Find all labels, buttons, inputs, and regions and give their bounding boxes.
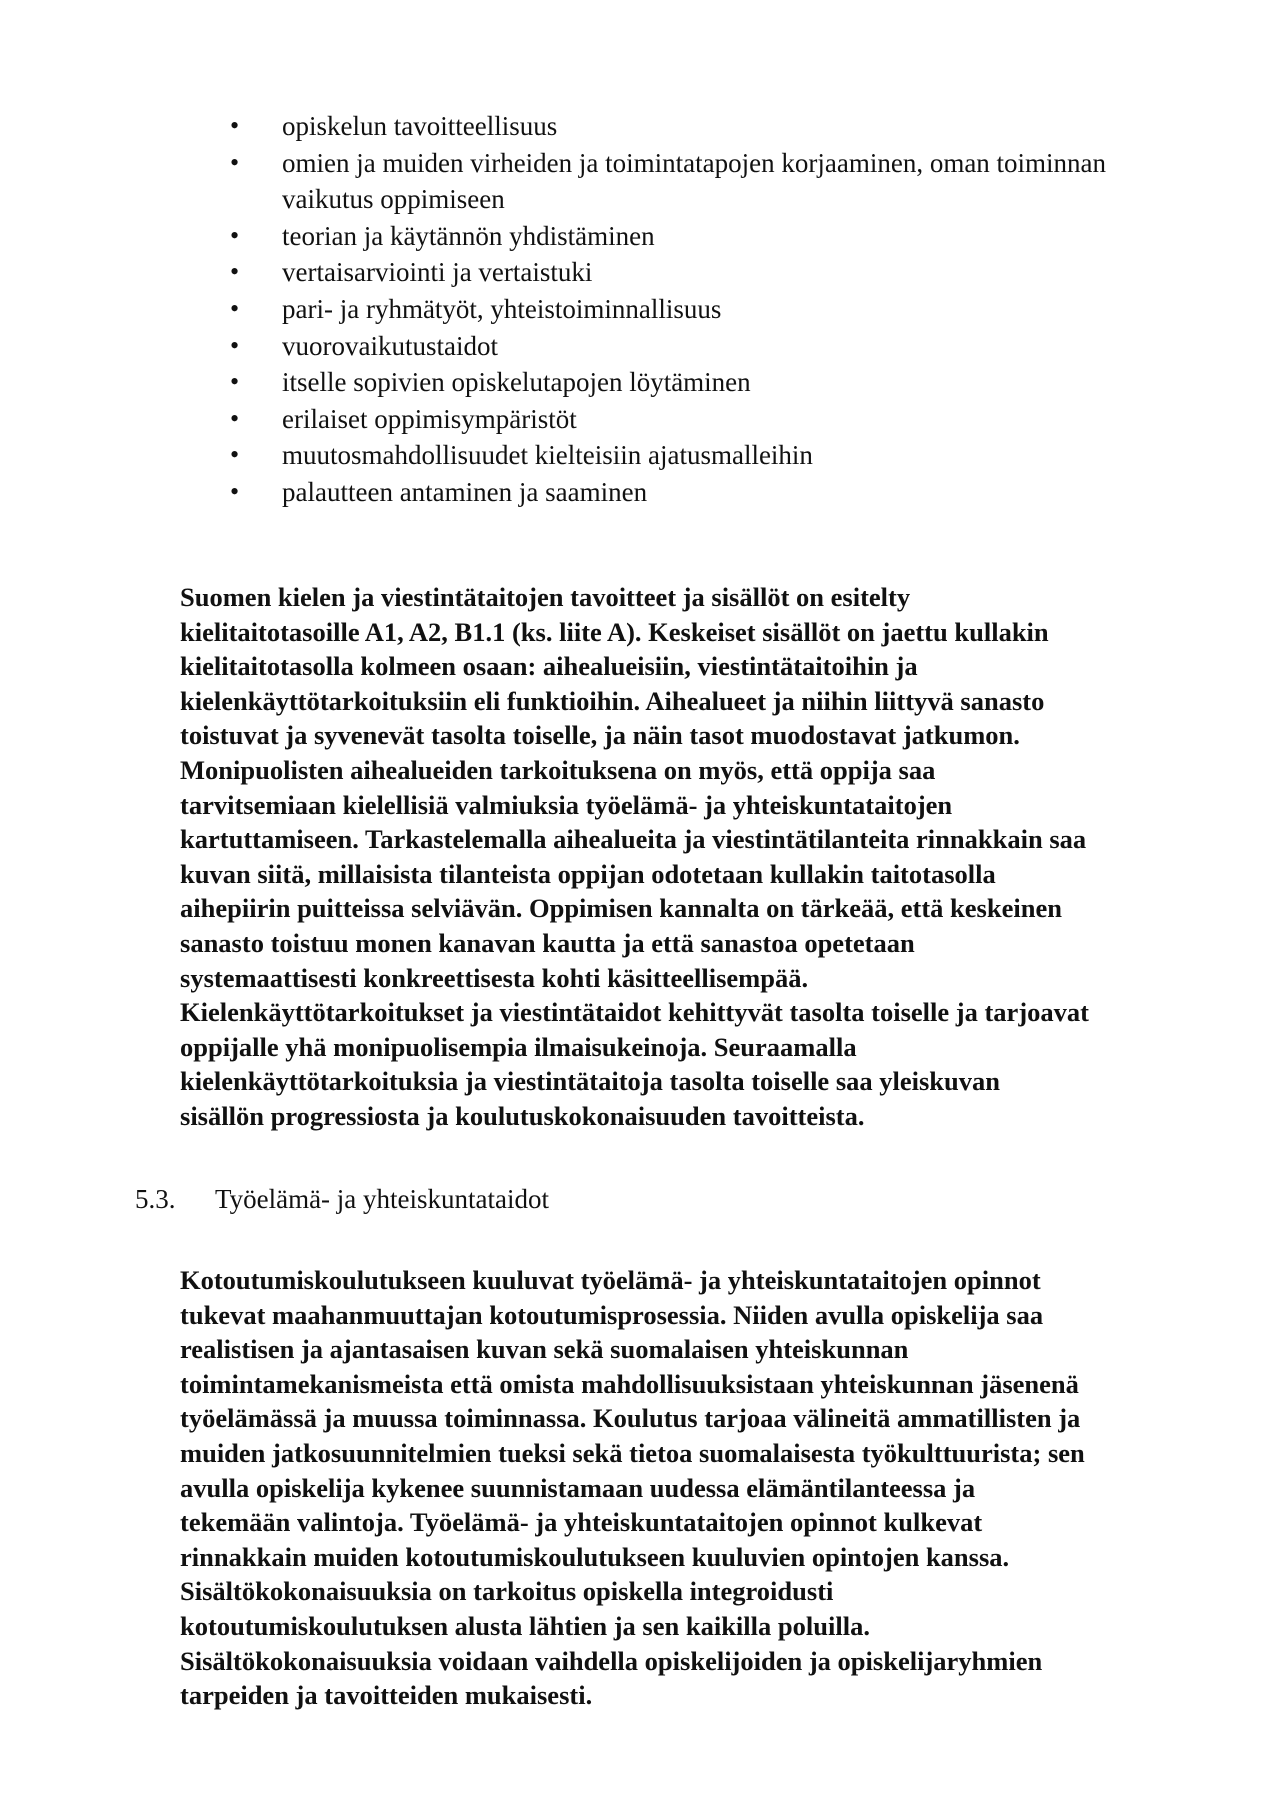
- paragraph-working-life-skills: Kotoutumiskoulutukseen kuuluvat työelämä- ja yhteiskuntataitojen opinnot tukevat maahanmuuttajan kotoutumisprosessia. Niiden avulla opiskelija saa realistisen ja ajantasaisen kuvan sekä suomalaisen yhteiskunnan toimintamekanismeista että omista mahdollisuuksistaan yhteiskunnan jäsenenä työelämässä ja muussa toiminnassa. Koulutus tarjoaa välineitä ammatillisten ja muiden jatkosuunnitelmien tueksi sekä tietoa suomalaisesta työkulttuurista; sen avulla opiskelija kykenee suunnistamaan uudessa elämäntilanteessa ja tekemään valintoja. Työelämä- ja yhteiskuntataitojen opinnot kulkevat rinnakkain muiden kotoutumiskoulutukseen kuuluvien opintojen kanssa. Sisältökokonaisuuksia on tarkoitus opiskella integroidusti kotoutumiskoulutuksen alusta lähtien ja sen kaikilla poluilla. Sisältökokonaisuuksia voidaan vaihdella opiskelijoiden ja opiskelijaryhmien tarpeiden ja tavoitteiden mukaisesti.: [180, 1265, 1085, 1711]
- bullet-list: [230, 108, 1230, 511]
- list-item-text: teorian ja käytännön yhdistäminen: [282, 220, 655, 251]
- list-item: [230, 437, 1230, 474]
- section-number: 5.3.: [135, 1184, 176, 1214]
- paragraph-language-skills: Suomen kielen ja viestintätaitojen tavoitteet ja sisällöt on esitelty kielitaitotasoille A1, A2, B1.1 (ks. liite A). Keskeiset sisällöt on jaettu kullakin kielitaitotasolla kolmeen osaan: aihealueisiin, viestintätaitoihin ja kielenkäyttötarkoituksiin eli funktioihin. Aihealueet ja niihin liittyvä sanasto toistuvat ja syvenevät tasolta toiselle, ja näin tasot muodostavat jatkumon. Monipuolisten aihealueiden tarkoituksena on myös, että oppija saa tarvitsemiaan kielellisiä valmiuksia työelämä- ja yhteiskuntataitojen kartuttamiseen. Tarkastelemalla aihealueita ja viestintätilanteita rinnakkain saa kuvan siitä, millaisista tilanteista oppijan odotetaan kullakin taitotasolla aihepiirin puitteissa selviävän. Oppimisen kannalta on tärkeää, että keskeinen sanasto toistuu monen kanavan kautta ja että sanastoa opetetaan systemaattisesti konkreettisesta kohti käsitteellisempää. Kielenkäyttötarkoitukset ja viestintätaidot kehittyvät tasolta toiselle ja tarjoavat oppijalle yhä monipuolisempia ilmaisukeinoja. Seuraamalla kielenkäyttötarkoituksia ja viestintätaitoja tasolta toiselle saa yleiskuvan sisällön progressiosta ja koulutuskokonaisuuden tavoitteista.: [180, 582, 1089, 1131]
- list-item-text: erilaiset oppimisympäristöt: [282, 403, 577, 434]
- list-item: [230, 364, 1230, 401]
- section-title: Työelämä- ja yhteiskuntataidot: [215, 1184, 550, 1214]
- list-item-text: vertaisarviointi ja vertaistuki: [282, 257, 593, 288]
- list-item-text: pari- ja ryhmätyöt, yhteistoiminnallisuus: [282, 293, 722, 324]
- list-item: [230, 108, 1230, 145]
- list-item: [230, 401, 1230, 438]
- list-item: [230, 474, 1230, 511]
- list-item: [230, 254, 1230, 291]
- list-item-text: muutosmahdollisuudet kielteisiin ajatusmalleihin: [282, 440, 813, 471]
- list-item: [230, 291, 1230, 328]
- list-item: [230, 328, 1230, 365]
- list-item-text: palautteen antaminen ja saaminen: [282, 476, 648, 507]
- section-heading: [135, 1181, 549, 1217]
- list-item-text: omien ja muiden virheiden ja toimintatapojen korjaaminen, oman toiminnan vaikutus oppimiseen: [282, 147, 1107, 215]
- list-item: [230, 145, 1230, 218]
- list-item-text: vuorovaikutustaidot: [282, 330, 498, 361]
- list-item: [230, 218, 1230, 255]
- list-item-text: itselle sopivien opiskelutapojen löytäminen: [282, 367, 751, 398]
- list-item-text: opiskelun tavoitteellisuus: [282, 111, 558, 141]
